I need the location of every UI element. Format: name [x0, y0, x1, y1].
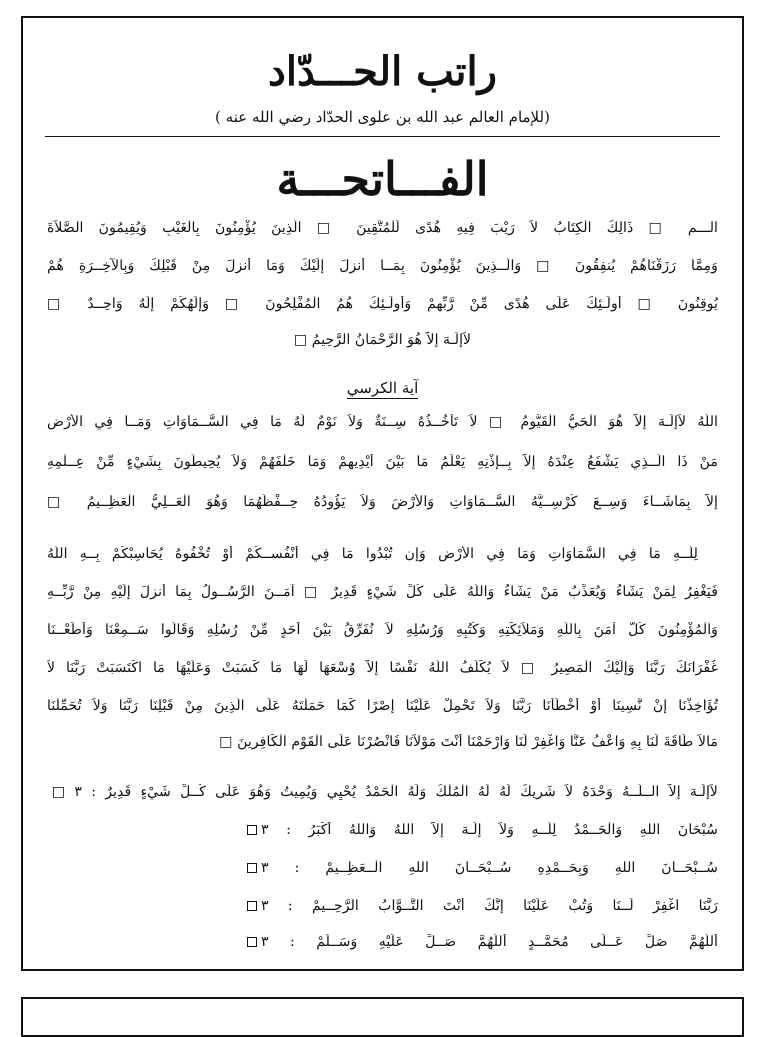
next-page-frame — [21, 997, 744, 1037]
baqarah-line: غُفْرَانَكَ رَبَّنَا وَإِلَيْكَ الْمَصِيرُ □ لاَ يُكَلِّفُ اللّهُ نَفْسًا إِلاَّ وُسْعَهَا لَهَا مَا كَسَبَتْ وَعَلَيْهَا مَا اكْتَسَبَتْ رَبَّنَا لاَ — [47, 660, 718, 676]
dhikr-item — [243, 860, 718, 876]
baqarah-line: وَالْمُؤْمِنُونَ كُلٌّ آمَنَ بِاللّهِ وَمَلاَئِكَتِهِ وَكُتُبِهِ وَرُسُلِهِ لاَ نُفَرِّقُ بَيْنَ أَحَدٍ مِّنْ رُسُلِهِ وَقَالُوا سَــمِعْنَا وَأَطَعْــنَا — [47, 622, 718, 638]
dhikr-text: أَللَّهُمَّ صَلِّ عَــلَى مُحَمَّــدٍ أَللَّهُمَّ صَــلِّ عَلَيْهِ وَسَــلِّمْ — [316, 934, 718, 950]
tahlil-line: لاَإِلَـهَ إِلاَّ الــلَّــهُ وَحْدَهُ لاَ شَرِيكَ لَهُ لَهُ الْمُلْكُ وَلَهُ الْحَمْدُ يُحْيِي وَيُمِيتُ وَهُوَ عَلَى كُــلِّ شَيْءٍ قَدِيرٌ : ٣ □ — [47, 784, 718, 800]
baqarah-line: مَالاَ طَاقَةَ لَنَا بِهِ وَاعْفُ عَنَّا وَاغْفِرْ لَنَا وَارْحَمْنَا أَنْتَ مَوْلاَنَا فَانْصُرْنَا عَلَى الْقَوْمِ الْكَافِرِينَ □ — [219, 734, 718, 750]
title-divider — [45, 136, 720, 137]
kursi-line: إِلاَّ بِمَاشَــاءَ وَسِــعَ كُرْسِــيُّهُ السَّــمَاوَاتِ وَالأَرْضَ وَلاَ يَؤُودُهُ حِــفْظُهُمَا وَهُوَ الْعَــلِيُّ الْعَظِــيمُ □ — [47, 494, 718, 510]
dhikr-count: : ٣ — [261, 860, 300, 876]
page-frame — [21, 16, 744, 971]
dhikr-item — [243, 934, 718, 950]
dhikr-item — [243, 898, 718, 914]
document-subtitle: (للإمام العالم عبد الله بن علوى الحدّاد رضي الله عنه ) — [215, 108, 550, 126]
fatiha-line: وَمِمَّا رَزَقْنَاهُمْ يُنفِقُونَ □ وَالَّــذِينَ يُؤْمِنُونَ بِمَــا أُنزِلَ إِلَيْكَ وَمَا أُنزِلَ مِنْ قَبْلِكَ وَبِالآخِــرَةِ هُمْ — [47, 258, 718, 274]
fatiha-line: الـــم □ ذَالِكَ الْكِتَابُ لاَ رَيْبَ فِيهِ هُدًى لِّلْمُتَّقِينَ □ الَّذِينَ يُؤْمِنُونَ بِالْغَيْبِ وَيُقِيمُونَ الصَّلاَةَ — [47, 220, 718, 236]
dhikr-item — [243, 822, 718, 838]
dhikr-count: : ٣ — [261, 822, 291, 838]
section-title-kursi — [23, 379, 742, 397]
kursi-line: اللّهُ لاَإِلَـهَ إِلاَّ هُوَ الْحَيُّ الْقَيُّومُ □ لاَ تَأْخُــذُهُ سِــنَةٌ وَلاَ نَوْمٌ لَّهُ مَا فِي السَّــمَاوَاتِ وَمَــا فِي الأَرْضِ — [47, 414, 718, 430]
section-title-fatiha: الفـــاتحـــة — [276, 152, 489, 206]
fatiha-line: يُوقِنُونَ □ أُولَـئِكَ عَلَى هُدًى مِّنْ رَّبِّهِمْ وَأُولَـئِكَ هُمُ الْمُفْلِحُونَ □ وَإِلَهُكُمْ إِلَهٌ وَاحِــدٌ □ — [47, 296, 718, 312]
verse-end-mark-icon — [247, 901, 257, 911]
document-title: راتب الحـــدّاد — [268, 48, 497, 95]
dhikr-text: سُــبْحَــانَ اللهِ وَبِحَــمْدِهِ سُــبْحَــانَ اللهِ الْــعَظِــيمْ — [325, 860, 718, 876]
baqarah-line: فَيَغْفِرُ لِمَنْ يَشَاءُ وَيُعَذِّبُ مَنْ يَشَاءُ وَاللّهُ عَلَى كُلِّ شَيْءٍ قَدِيرٌ □ آمَــنَ الرَّسُــولُ بِمَا أُنزِلَ إِلَيْهِ مِنْ رَّبِّــهِ — [47, 584, 718, 600]
fatiha-line: لاَإِلَـهَ إِلاَّ هُوَ الرَّحْمَانُ الرَّحِيمُ □ — [293, 332, 472, 348]
dhikr-text: سُبْحَانَ اللهِ وَالْحَــمْدُ لِلّــهِ وَلاَ إِلَـهَ إِلاَّ اللهُ وَاللهُ أَكْبَرُ — [308, 822, 718, 838]
verse-end-mark-icon — [247, 863, 257, 873]
dhikr-text: رَبَّنَا اغْفِرْ لَــنَا وَتُبْ عَلَيْنَا إِنَّكَ أَنْتَ التَّــوَّابُ الرَّحِــيمْ — [311, 898, 718, 914]
baqarah-line: لِلَّــهِ مَا فِي السَّمَاوَاتِ وَمَا فِي الأَرْضِ وَإِن تُبْدُوا مَا فِي أَنْفُســكُمْ أَوْ تُخْفُوهُ يُحَاسِبْكُمْ بِــهِ اللّهُ — [47, 546, 698, 562]
kursi-line: مَنْ ذَا الَّــذِي يَشْفَعُ عِنْدَهُ إِلاَّ بِــإِذْنِهِ يَعْلَمُ مَا بَيْنَ أَيْدِيهِمْ وَمَا خَلْفَهُمْ وَلاَ يُحِيطُونَ بِشَيْءٍ مِّنْ عِــلْمِهِ — [47, 454, 718, 470]
verse-end-mark-icon — [247, 825, 257, 835]
baqarah-line: تُؤَاخِذْنَا إِنْ نَّسِينَا أَوْ أَخْطَأْنَا رَبَّنَا وَلاَ تَحْمِلْ عَلَيْنَا إِصْرًا كَمَا حَمَلْتَهُ عَلَى الَّذِينَ مِنْ قَبْلِنَا رَبَّنَا وَلاَ تُحَمِّلْنَا — [47, 698, 718, 714]
dhikr-count: : ٣ — [261, 934, 295, 950]
dhikr-count: : ٣ — [261, 898, 293, 914]
verse-end-mark-icon — [247, 937, 257, 947]
kursi-title-text: آية الكرسي — [346, 379, 419, 397]
